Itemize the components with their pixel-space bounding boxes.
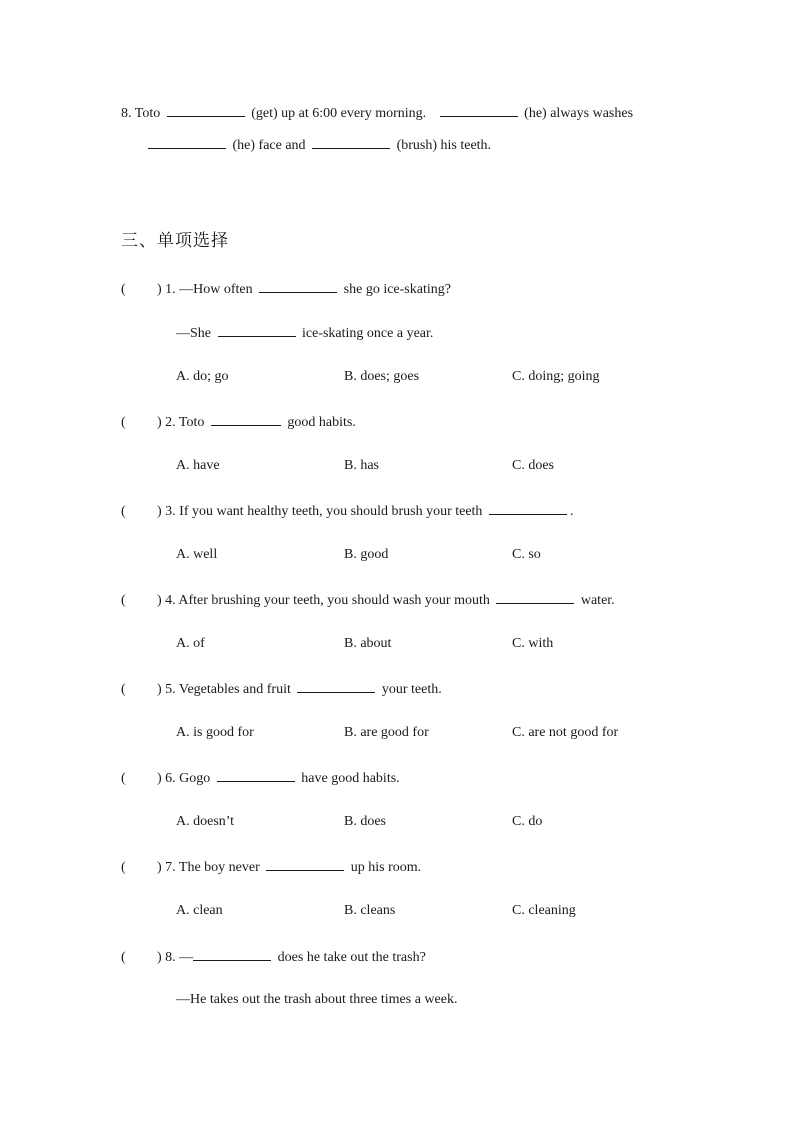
option-b[interactable]: B. about	[344, 636, 392, 651]
option-b[interactable]: B. does	[344, 814, 386, 829]
question-text: she go ice-skating?	[343, 282, 451, 297]
question-text: your teeth.	[381, 682, 442, 697]
mcq-question-8	[121, 947, 426, 967]
option-a[interactable]: A. well	[176, 547, 218, 562]
mcq-question-7	[121, 857, 421, 877]
q8-text-d: (he) face and	[232, 138, 306, 153]
mcq-question-1	[121, 279, 451, 299]
answer-blank[interactable]	[148, 135, 226, 149]
answer-paren[interactable]: (	[121, 415, 126, 430]
question-text: up his room.	[350, 860, 422, 875]
question-text: water.	[580, 593, 615, 608]
option-c[interactable]: C. so	[512, 547, 541, 562]
option-c[interactable]: C. does	[512, 458, 554, 473]
answer-blank[interactable]	[218, 323, 296, 337]
fill-in-question-8-line1	[121, 103, 633, 123]
option-c[interactable]: C. are not good for	[512, 725, 619, 740]
question-text: ice-skating once a year.	[302, 326, 434, 341]
question-text: good habits.	[287, 415, 356, 430]
option-b[interactable]: B. good	[344, 547, 389, 562]
question-text: does he take out the trash?	[277, 950, 426, 965]
option-c[interactable]: C. do	[512, 814, 543, 829]
answer-paren[interactable]: (	[121, 860, 126, 875]
answer-paren[interactable]: (	[121, 950, 126, 965]
answer-paren[interactable]: (	[121, 682, 126, 697]
question-text: ) 8. —	[157, 950, 194, 965]
question-text: ) 2. Toto	[157, 415, 205, 430]
answer-paren[interactable]: (	[121, 771, 126, 786]
question-text: .	[569, 504, 574, 519]
option-a[interactable]: A. clean	[176, 903, 223, 918]
mcq-question-1-sub	[176, 323, 433, 343]
answer-paren[interactable]: (	[121, 504, 126, 519]
question-text: ) 7. The boy never	[157, 860, 260, 875]
question-text: ) 4. After brushing your teeth, you should wash your mouth	[157, 593, 490, 608]
answer-blank[interactable]	[297, 679, 375, 693]
answer-blank[interactable]	[440, 103, 518, 117]
mcq-question-4	[121, 590, 615, 610]
question-text: ) 1. —How often	[157, 282, 253, 297]
mcq-question-3	[121, 501, 573, 521]
question-text: ) 3. If you want healthy teeth, you should brush your teeth	[157, 504, 483, 519]
option-c[interactable]: C. with	[512, 636, 554, 651]
option-b[interactable]: B. are good for	[344, 725, 429, 740]
q8-text-e: (brush) his teeth.	[396, 138, 492, 153]
answer-blank[interactable]	[496, 590, 574, 604]
answer-blank[interactable]	[211, 412, 281, 426]
fill-in-question-8-line2	[148, 135, 491, 155]
option-b[interactable]: B. cleans	[344, 903, 396, 918]
mcq-question-6	[121, 768, 400, 788]
option-a[interactable]: A. of	[176, 636, 205, 651]
answer-paren[interactable]: (	[121, 282, 126, 297]
answer-blank[interactable]	[266, 857, 344, 871]
option-a[interactable]: A. doesn’t	[176, 814, 235, 829]
question-text: have good habits.	[301, 771, 400, 786]
option-c[interactable]: C. doing; going	[512, 369, 600, 384]
answer-paren[interactable]: (	[121, 593, 126, 608]
question-text: ) 5. Vegetables and fruit	[157, 682, 291, 697]
question-text: ) 6. Gogo	[157, 771, 211, 786]
option-a[interactable]: A. do; go	[176, 369, 229, 384]
q8-text-c: (he) always washes	[524, 106, 634, 121]
answer-blank[interactable]	[489, 501, 567, 515]
option-b[interactable]: B. has	[344, 458, 379, 473]
option-b[interactable]: B. does; goes	[344, 369, 420, 384]
option-c[interactable]: C. cleaning	[512, 903, 576, 918]
mcq-question-8-sub: —He takes out the trash about three times a week.	[176, 992, 458, 1007]
mcq-question-2	[121, 412, 356, 432]
option-a[interactable]: A. have	[176, 458, 220, 473]
answer-blank[interactable]	[312, 135, 390, 149]
answer-blank[interactable]	[217, 768, 295, 782]
q8-text-b: (get) up at 6:00 every morning.	[251, 106, 427, 121]
option-a[interactable]: A. is good for	[176, 725, 254, 740]
answer-blank[interactable]	[167, 103, 245, 117]
q8-text-a: 8. Toto	[121, 106, 161, 121]
section-title: 三、单项选择	[121, 231, 229, 251]
question-text: —She	[176, 326, 211, 341]
mcq-question-5	[121, 679, 442, 699]
answer-blank[interactable]	[259, 279, 337, 293]
answer-blank[interactable]	[193, 947, 271, 961]
